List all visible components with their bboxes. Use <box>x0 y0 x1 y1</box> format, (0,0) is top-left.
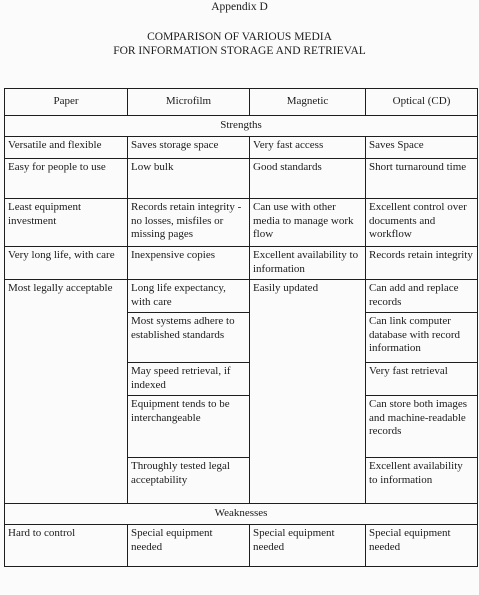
media-comparison-table <box>4 88 478 567</box>
table-cell: Can add and replace records <box>366 280 478 313</box>
table-row <box>5 159 478 199</box>
table-cell: Short turnaround time <box>366 159 478 199</box>
table-row <box>5 525 478 567</box>
table-cell: Very fast access <box>250 137 366 159</box>
table-cell: Easy for people to use <box>5 159 128 199</box>
table-cell: Versatile and flexible <box>5 137 128 159</box>
table-cell: Excellent availability to information <box>366 458 478 504</box>
table-cell: May speed retrieval, if indexed <box>128 363 250 396</box>
table-cell: Low bulk <box>128 159 250 199</box>
table-cell: Special equipment needed <box>128 525 250 567</box>
table-cell: Throughly tested legal acceptability <box>128 458 250 504</box>
table-cell: Excellent control over documents and workflow <box>366 199 478 247</box>
table-cell: Very long life, with care <box>5 247 128 280</box>
column-header-microfilm: Microfilm <box>128 89 250 116</box>
weaknesses-section-row <box>5 504 478 525</box>
table-cell: Records retain integrity <box>366 247 478 280</box>
strengths-heading: Strengths <box>5 116 478 137</box>
table-header-row <box>5 89 478 116</box>
table-cell: Most systems adhere to established standards <box>128 313 250 363</box>
table-cell: Very fast retrieval <box>366 363 478 396</box>
document-title <box>0 31 479 58</box>
column-header-magnetic: Magnetic <box>250 89 366 116</box>
appendix-label: Appendix D <box>211 1 268 13</box>
table-cell: Special equipment needed <box>250 525 366 567</box>
table-cell: Least equipment investment <box>5 199 128 247</box>
title-line-1: COMPARISON OF VARIOUS MEDIA <box>147 31 332 43</box>
table-cell: Can use with other media to manage work flow <box>250 199 366 247</box>
weaknesses-heading: Weaknesses <box>5 504 478 525</box>
column-header-paper: Paper <box>5 89 128 116</box>
table-cell: Equipment tends to be interchangeable <box>128 396 250 458</box>
column-header-optical: Optical (CD) <box>366 89 478 116</box>
table-row <box>5 137 478 159</box>
table-cell: Inexpensive copies <box>128 247 250 280</box>
strengths-section-row <box>5 116 478 137</box>
title-line-2: FOR INFORMATION STORAGE AND RETRIEVAL <box>113 44 366 57</box>
table-cell: Records retain integrity - no losses, misfiles or missing pages <box>128 199 250 247</box>
table-row <box>5 247 478 280</box>
table-cell: Saves Space <box>366 137 478 159</box>
table-cell: Long life expectancy, with care <box>128 280 250 313</box>
table-cell: Excellent availability to information <box>250 247 366 280</box>
table-cell: Can link computer database with record information <box>366 313 478 363</box>
table-cell: Good standards <box>250 159 366 199</box>
table-cell: Special equipment needed <box>366 525 478 567</box>
table-cell: Most legally acceptable <box>5 280 128 504</box>
table-cell: Hard to control <box>5 525 128 567</box>
table-cell: Saves storage space <box>128 137 250 159</box>
table-row <box>5 280 478 313</box>
table-row <box>5 199 478 247</box>
table-cell: Easily updated <box>250 280 366 504</box>
table-cell: Can store both images and machine-readable records <box>366 396 478 458</box>
